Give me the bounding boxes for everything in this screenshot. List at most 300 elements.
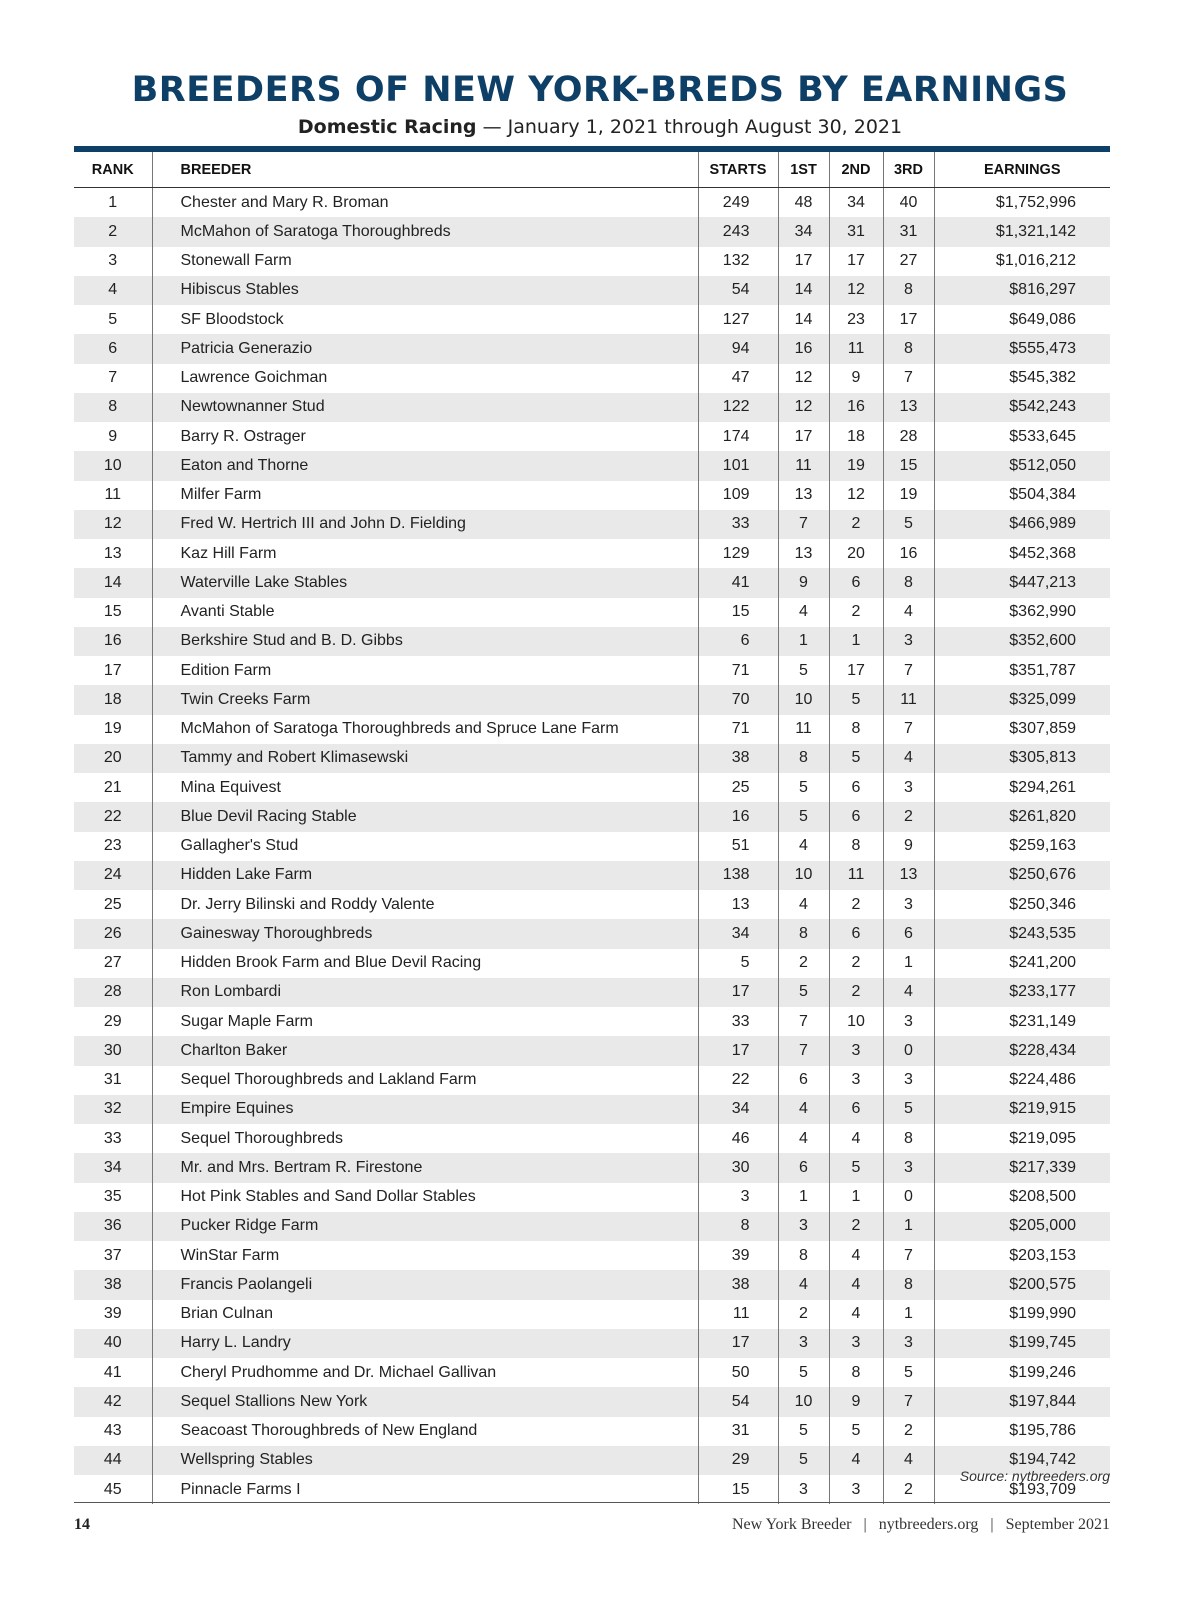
cell-second: 4	[829, 1300, 883, 1329]
cell-second: 6	[829, 802, 883, 831]
cell-third: 1	[883, 1212, 934, 1241]
cell-breeder: Brian Culnan	[152, 1300, 698, 1329]
cell-first: 14	[778, 305, 829, 334]
cell-first: 48	[778, 188, 829, 218]
cell-breeder: Charlton Baker	[152, 1036, 698, 1065]
column-header-breeder: BREEDER	[152, 152, 698, 188]
cell-starts: 38	[698, 744, 778, 773]
cell-first: 5	[778, 656, 829, 685]
cell-breeder: Kaz Hill Farm	[152, 539, 698, 568]
cell-breeder: Hidden Lake Farm	[152, 861, 698, 890]
cell-rank: 37	[74, 1241, 152, 1270]
cell-first: 1	[778, 1183, 829, 1212]
cell-rank: 38	[74, 1270, 152, 1299]
cell-first: 7	[778, 1007, 829, 1036]
table-row	[74, 1241, 1110, 1270]
table-row	[74, 715, 1110, 744]
table-row	[74, 1007, 1110, 1036]
cell-starts: 50	[698, 1358, 778, 1387]
cell-starts: 94	[698, 334, 778, 363]
cell-first: 1	[778, 627, 829, 656]
cell-earnings: $200,575	[934, 1270, 1110, 1299]
cell-second: 19	[829, 451, 883, 480]
cell-breeder: Francis Paolangeli	[152, 1270, 698, 1299]
table-row	[74, 364, 1110, 393]
cell-second: 11	[829, 861, 883, 890]
cell-breeder: Hibiscus Stables	[152, 276, 698, 305]
cell-breeder: Avanti Stable	[152, 598, 698, 627]
cell-starts: 3	[698, 1183, 778, 1212]
cell-second: 2	[829, 598, 883, 627]
cell-second: 12	[829, 276, 883, 305]
table-row	[74, 1153, 1110, 1182]
cell-first: 7	[778, 510, 829, 539]
cell-first: 11	[778, 451, 829, 480]
cell-first: 12	[778, 393, 829, 422]
cell-breeder: Milfer Farm	[152, 481, 698, 510]
table-row	[74, 1300, 1110, 1329]
cell-second: 6	[829, 919, 883, 948]
cell-earnings: $307,859	[1009, 720, 1076, 738]
cell-earnings: $533,645	[1009, 427, 1076, 445]
cell-earnings: $224,486	[1009, 1071, 1076, 1089]
cell-third: 40	[883, 188, 934, 218]
cell-first: 5	[778, 802, 829, 831]
cell-earnings: $325,099	[934, 685, 1110, 714]
cell-breeder: Wellspring Stables	[152, 1446, 698, 1475]
cell-starts: 47	[698, 364, 778, 393]
cell-breeder: Eaton and Thorne	[152, 451, 698, 480]
cell-first: 5	[778, 978, 829, 1007]
table-row	[74, 773, 1110, 802]
cell-earnings: $243,535	[934, 919, 1110, 948]
cell-starts: 31	[698, 1417, 778, 1446]
cell-starts: 41	[698, 568, 778, 597]
cell-rank: 28	[74, 978, 152, 1007]
cell-second: 16	[829, 393, 883, 422]
footer-publication-info	[732, 1516, 1110, 1534]
cell-third: 4	[883, 598, 934, 627]
cell-first: 5	[778, 773, 829, 802]
cell-rank: 8	[74, 393, 152, 422]
cell-starts: 249	[698, 188, 778, 218]
cell-earnings: $199,745	[934, 1329, 1110, 1358]
table-row	[74, 627, 1110, 656]
cell-breeder: WinStar Farm	[152, 1241, 698, 1270]
cell-third: 5	[883, 1095, 934, 1124]
table-row	[74, 393, 1110, 422]
cell-rank: 11	[74, 481, 152, 510]
cell-first: 6	[778, 1066, 829, 1095]
cell-third: 4	[883, 744, 934, 773]
cell-first: 6	[778, 1153, 829, 1182]
cell-third: 8	[883, 334, 934, 363]
cell-rank: 17	[74, 656, 152, 685]
cell-third: 8	[883, 1124, 934, 1153]
cell-breeder: Gallagher's Stud	[152, 832, 698, 861]
cell-second: 4	[829, 1241, 883, 1270]
cell-second: 4	[829, 1124, 883, 1153]
table-row	[74, 1270, 1110, 1299]
cell-breeder: Twin Creeks Farm	[152, 685, 698, 714]
cell-earnings: $555,473	[934, 334, 1110, 363]
cell-first: 10	[778, 685, 829, 714]
cell-breeder: Lawrence Goichman	[152, 364, 698, 393]
cell-second: 6	[829, 568, 883, 597]
cell-first: 4	[778, 890, 829, 919]
cell-second: 11	[829, 334, 883, 363]
cell-earnings: $1,321,142	[934, 217, 1110, 246]
cell-rank: 21	[74, 773, 152, 802]
column-header-earnings: EARNINGS	[934, 152, 1110, 188]
cell-starts: 122	[698, 393, 778, 422]
table-row	[74, 451, 1110, 480]
cell-second: 8	[829, 832, 883, 861]
cell-first: 2	[778, 949, 829, 978]
cell-first: 4	[778, 1095, 829, 1124]
cell-breeder: Pucker Ridge Farm	[152, 1212, 698, 1241]
cell-breeder: McMahon of Saratoga Thoroughbreds and Spruce Lane Farm	[152, 715, 698, 744]
table-row	[74, 598, 1110, 627]
cell-rank: 20	[74, 744, 152, 773]
cell-breeder: Waterville Lake Stables	[152, 568, 698, 597]
cell-starts: 38	[698, 1270, 778, 1299]
cell-second: 31	[829, 217, 883, 246]
cell-breeder: Newtownanner Stud	[152, 393, 698, 422]
cell-starts: 127	[698, 305, 778, 334]
cell-first: 8	[778, 1241, 829, 1270]
cell-first: 12	[778, 364, 829, 393]
cell-starts: 29	[698, 1446, 778, 1475]
cell-rank: 16	[74, 627, 152, 656]
cell-breeder: SF Bloodstock	[152, 305, 698, 334]
cell-breeder: Stonewall Farm	[152, 247, 698, 276]
cell-first: 8	[778, 744, 829, 773]
publication-name: New York Breeder	[731, 1516, 852, 1533]
cell-earnings: $504,384	[1009, 486, 1076, 504]
cell-third: 11	[883, 685, 934, 714]
source-note: Source: nytbreeders.org	[959, 1468, 1110, 1484]
cell-starts: 6	[698, 627, 778, 656]
cell-starts: 51	[698, 832, 778, 861]
table-row	[74, 1095, 1110, 1124]
cell-third: 27	[883, 247, 934, 276]
cell-third: 7	[883, 1241, 934, 1270]
cell-third: 3	[883, 1329, 934, 1358]
table-row	[74, 539, 1110, 568]
cell-starts: 33	[698, 1007, 778, 1036]
table-row	[74, 1475, 1110, 1504]
cell-breeder: Sequel Thoroughbreds and Lakland Farm	[152, 1066, 698, 1095]
cell-first: 5	[778, 1417, 829, 1446]
cell-third: 5	[883, 1358, 934, 1387]
cell-rank: 43	[74, 1417, 152, 1446]
cell-third: 1	[883, 949, 934, 978]
cell-rank: 30	[74, 1036, 152, 1065]
cell-earnings: $197,844	[934, 1387, 1110, 1416]
cell-starts: 243	[698, 217, 778, 246]
column-header-starts: STARTS	[698, 152, 778, 188]
table-row	[74, 422, 1110, 451]
cell-earnings: $250,676	[934, 861, 1110, 890]
table-row	[74, 656, 1110, 685]
cell-first: 13	[778, 481, 829, 510]
table-body	[74, 188, 1110, 1505]
cell-starts: 30	[698, 1153, 778, 1182]
cell-earnings: $195,786	[1009, 1422, 1076, 1440]
table-row	[74, 1358, 1110, 1387]
cell-rank: 35	[74, 1183, 152, 1212]
cell-second: 2	[829, 890, 883, 919]
cell-rank: 2	[74, 217, 152, 246]
cell-rank: 42	[74, 1387, 152, 1416]
cell-rank: 10	[74, 451, 152, 480]
cell-third: 7	[883, 715, 934, 744]
cell-earnings: $352,600	[934, 627, 1110, 656]
cell-rank: 44	[74, 1446, 152, 1475]
cell-third: 19	[883, 481, 934, 510]
cell-third: 0	[883, 1183, 934, 1212]
cell-first: 5	[778, 1358, 829, 1387]
cell-starts: 22	[698, 1066, 778, 1095]
cell-third: 1	[883, 1300, 934, 1329]
cell-first: 8	[778, 919, 829, 948]
cell-third: 28	[883, 422, 934, 451]
cell-earnings: $305,813	[934, 744, 1110, 773]
publication-issue: September 2021	[1005, 1516, 1110, 1533]
cell-rank: 39	[74, 1300, 152, 1329]
cell-third: 2	[883, 802, 934, 831]
cell-third: 8	[883, 568, 934, 597]
cell-earnings: $231,149	[1009, 1012, 1076, 1030]
cell-starts: 174	[698, 422, 778, 451]
cell-first: 3	[778, 1212, 829, 1241]
cell-third: 3	[883, 773, 934, 802]
cell-first: 16	[778, 334, 829, 363]
cell-first: 5	[778, 1446, 829, 1475]
cell-breeder: McMahon of Saratoga Thoroughbreds	[152, 217, 698, 246]
cell-second: 20	[829, 539, 883, 568]
cell-breeder: Sequel Stallions New York	[152, 1387, 698, 1416]
cell-rank: 3	[74, 247, 152, 276]
cell-second: 10	[829, 1007, 883, 1036]
cell-breeder: Sequel Thoroughbreds	[152, 1124, 698, 1153]
cell-earnings: $199,990	[1009, 1305, 1076, 1323]
table-row	[74, 217, 1110, 246]
cell-earnings: $219,915	[934, 1095, 1110, 1124]
cell-earnings: $1,752,996	[995, 193, 1076, 211]
cell-earnings: $362,990	[1009, 603, 1076, 621]
footer-separator: |	[990, 1516, 994, 1533]
cell-starts: 16	[698, 802, 778, 831]
cell-first: 17	[778, 422, 829, 451]
cell-second: 23	[829, 305, 883, 334]
cell-rank: 14	[74, 568, 152, 597]
cell-third: 16	[883, 539, 934, 568]
cell-breeder: Pinnacle Farms I	[152, 1475, 698, 1504]
table-row	[74, 890, 1110, 919]
cell-third: 3	[883, 890, 934, 919]
table-header-row	[74, 152, 1110, 188]
cell-first: 10	[778, 861, 829, 890]
cell-earnings: $228,434	[934, 1036, 1110, 1065]
cell-third: 17	[883, 305, 934, 334]
subtitle-date-range: — January 1, 2021 through August 30, 2021	[476, 116, 903, 138]
cell-first: 11	[778, 715, 829, 744]
cell-third: 7	[883, 364, 934, 393]
cell-second: 2	[829, 1212, 883, 1241]
cell-rank: 33	[74, 1124, 152, 1153]
cell-rank: 12	[74, 510, 152, 539]
cell-starts: 70	[698, 685, 778, 714]
cell-second: 6	[829, 1095, 883, 1124]
table-row	[74, 978, 1110, 1007]
cell-starts: 17	[698, 978, 778, 1007]
column-header-second: 2ND	[829, 152, 883, 188]
table-row	[74, 949, 1110, 978]
cell-second: 1	[829, 1183, 883, 1212]
cell-first: 3	[778, 1329, 829, 1358]
cell-second: 8	[829, 715, 883, 744]
cell-starts: 71	[698, 656, 778, 685]
cell-earnings: $217,339	[934, 1153, 1110, 1182]
cell-earnings: $816,297	[934, 276, 1110, 305]
cell-second: 9	[829, 1387, 883, 1416]
cell-starts: 54	[698, 1387, 778, 1416]
cell-earnings: $1,016,212	[995, 252, 1076, 270]
cell-first: 34	[778, 217, 829, 246]
cell-first: 2	[778, 1300, 829, 1329]
cell-breeder: Empire Equines	[152, 1095, 698, 1124]
cell-rank: 15	[74, 598, 152, 627]
cell-breeder: Patricia Generazio	[152, 334, 698, 363]
cell-second: 12	[829, 481, 883, 510]
cell-second: 3	[829, 1066, 883, 1095]
cell-second: 9	[829, 364, 883, 393]
cell-third: 6	[883, 919, 934, 948]
cell-rank: 27	[74, 949, 152, 978]
cell-third: 2	[883, 1475, 934, 1504]
cell-rank: 41	[74, 1358, 152, 1387]
cell-first: 4	[778, 1124, 829, 1153]
cell-second: 18	[829, 422, 883, 451]
cell-starts: 34	[698, 919, 778, 948]
table-row	[74, 1387, 1110, 1416]
cell-third: 13	[883, 393, 934, 422]
cell-rank: 5	[74, 305, 152, 334]
table-row	[74, 334, 1110, 363]
cell-second: 4	[829, 1446, 883, 1475]
cell-starts: 109	[698, 481, 778, 510]
table-row	[74, 305, 1110, 334]
page-title: BREEDERS OF NEW YORK-BREDS BY EARNINGS	[131, 70, 1069, 110]
cell-breeder: Chester and Mary R. Broman	[152, 188, 698, 218]
table-row	[74, 568, 1110, 597]
cell-rank: 9	[74, 422, 152, 451]
cell-breeder: Ron Lombardi	[152, 978, 698, 1007]
table-row	[74, 1124, 1110, 1153]
cell-rank: 13	[74, 539, 152, 568]
cell-second: 4	[829, 1270, 883, 1299]
cell-second: 5	[829, 1417, 883, 1446]
table-row	[74, 685, 1110, 714]
cell-third: 4	[883, 978, 934, 1007]
cell-starts: 25	[698, 773, 778, 802]
cell-rank: 36	[74, 1212, 152, 1241]
cell-first: 4	[778, 1270, 829, 1299]
cell-first: 17	[778, 247, 829, 276]
cell-earnings: $261,820	[934, 802, 1110, 831]
column-header-third: 3RD	[883, 152, 934, 188]
cell-breeder: Edition Farm	[152, 656, 698, 685]
cell-third: 31	[883, 217, 934, 246]
subtitle	[0, 116, 1200, 138]
cell-earnings: $193,709	[1009, 1480, 1076, 1498]
cell-second: 5	[829, 744, 883, 773]
cell-starts: 71	[698, 715, 778, 744]
cell-rank: 4	[74, 276, 152, 305]
cell-rank: 6	[74, 334, 152, 363]
cell-breeder: Hidden Brook Farm and Blue Devil Racing	[152, 949, 698, 978]
cell-third: 2	[883, 1417, 934, 1446]
table-row	[74, 802, 1110, 831]
cell-earnings: $649,086	[1009, 310, 1076, 328]
table-row	[74, 861, 1110, 890]
cell-third: 3	[883, 627, 934, 656]
cell-first: 9	[778, 568, 829, 597]
publication-website: nytbreeders.org	[878, 1516, 979, 1533]
cell-earnings: $219,095	[1009, 1129, 1076, 1147]
cell-earnings: $351,787	[1009, 661, 1076, 679]
cell-rank: 18	[74, 685, 152, 714]
cell-rank: 25	[74, 890, 152, 919]
breeders-table	[74, 152, 1110, 1504]
cell-starts: 46	[698, 1124, 778, 1153]
cell-first: 14	[778, 276, 829, 305]
cell-third: 8	[883, 1270, 934, 1299]
cell-earnings: $545,382	[1009, 369, 1076, 387]
cell-starts: 17	[698, 1329, 778, 1358]
cell-rank: 40	[74, 1329, 152, 1358]
cell-starts: 34	[698, 1095, 778, 1124]
cell-earnings: $241,200	[1009, 954, 1076, 972]
cell-breeder: Cheryl Prudhomme and Dr. Michael Gallivan	[152, 1358, 698, 1387]
cell-earnings: $466,989	[934, 510, 1110, 539]
page-number: 14	[74, 1516, 90, 1533]
cell-starts: 8	[698, 1212, 778, 1241]
cell-breeder: Barry R. Ostrager	[152, 422, 698, 451]
cell-earnings: $447,213	[934, 568, 1110, 597]
cell-second: 8	[829, 1358, 883, 1387]
cell-starts: 15	[698, 1475, 778, 1504]
cell-first: 13	[778, 539, 829, 568]
cell-starts: 101	[698, 451, 778, 480]
subtitle-label: Domestic Racing	[297, 116, 477, 138]
cell-rank: 31	[74, 1066, 152, 1095]
cell-second: 2	[829, 510, 883, 539]
cell-breeder: Mr. and Mrs. Bertram R. Firestone	[152, 1153, 698, 1182]
cell-breeder: Mina Equivest	[152, 773, 698, 802]
cell-second: 17	[829, 247, 883, 276]
cell-third: 7	[883, 656, 934, 685]
cell-starts: 15	[698, 598, 778, 627]
cell-earnings: $203,153	[1009, 1246, 1076, 1264]
cell-earnings: $259,163	[1009, 837, 1076, 855]
cell-starts: 17	[698, 1036, 778, 1065]
cell-starts: 129	[698, 539, 778, 568]
cell-starts: 138	[698, 861, 778, 890]
column-header-first: 1ST	[778, 152, 829, 188]
